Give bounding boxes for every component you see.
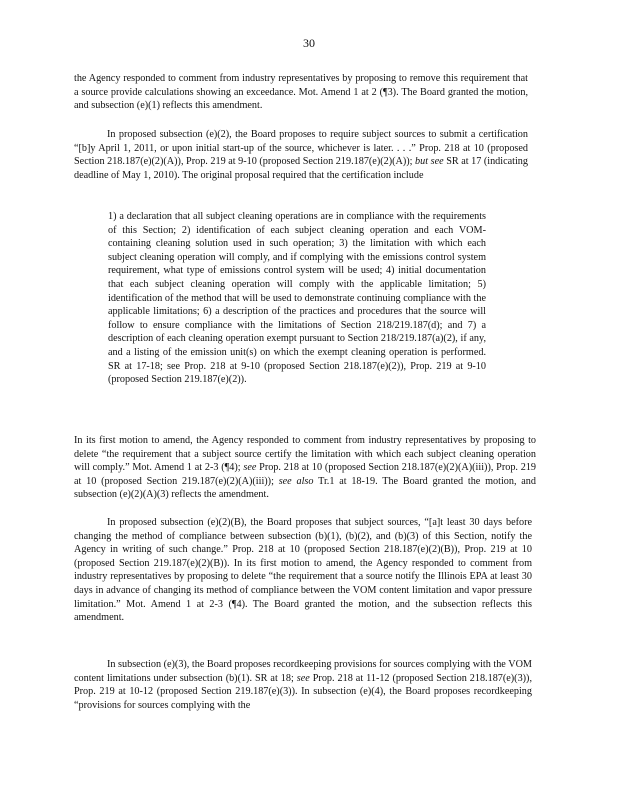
paragraph-5-text-a: In subsection (e)(3), the Board proposes recordkeeping provisions for sources complying with the VOM content limitations under subsection (b)(1). SR at 18; [74, 659, 532, 684]
paragraph-3 [74, 434, 536, 502]
paragraph-3-text-a: In its first motion to amend, the Agency responded to comment from industry representatives by proposing to delete “the requirement that a subject source certify the limitation with which each subject cleaning operation will comply.” Mot. Amend 1 at 2-3 (¶4); [74, 435, 536, 474]
paragraph-1: the Agency responded to comment from industry representatives by proposing to remove this requirement that a source provide calculations showing an exceedance. Mot. Amend 1 at 2 (¶3). The Board granted the motion, and subsection (e)(1) reflects this amendment. [74, 73, 528, 112]
page-number: 30 [303, 36, 315, 50]
paragraph-5-text-b: Prop. 218 at 11-12 (proposed Section 218.187(e)(3)), Prop. 219 at 10-12 (proposed Section 219.187(e)(3)). In subsection (e)(4), the Board proposes recordkeeping “provisions for sources complying with the [74, 672, 533, 711]
paragraph-3-see-also: see also [278, 475, 314, 487]
paragraph-3-text-c: Tr.1 at 18-19. The Board granted the motion, and subsection (e)(2)(A)(3) reflects the amendment. [74, 475, 536, 501]
paragraph-3-text-b: Prop. 218 at 10 (proposed Section 218.187(e)(2)(A)(iii)), Prop. 219 at 10 (proposed Section 219.187(e)(2)(A)(iii)); [74, 462, 537, 487]
paragraph-4: In proposed subsection (e)(2)(B), the Board proposes that subject sources, “[a]t least 30 days before changing the method of compliance between subsection (b)(1), (b)(2), and (b)(3) of this Section, notify the Agency in writing of such change.” Prop. 218 at 10 (proposed Section 218.187(e)(2)(B)), Prop. 219 at 10 (proposed Section 219.187(e)(2)(B)). In its first motion to amend, the Agency responded to comment from industry representatives by proposing to delete “the requirement that a source notify the Illinois EPA at least 30 days in advance of changing its method of compliance between the VOM content limitation and vapor pressure limitation.” Mot. Amend 1 at 2-3 (¶4). The Board granted the motion, and the subsection reflects this amendment. [74, 517, 532, 624]
paragraph-3-see: see [243, 462, 257, 474]
paragraph-2-text-a: In proposed subsection (e)(2), the Board proposes to require subject sources to submit a certification “[b]y April 1, 2011, or upon initial start-up of the source, whichever is later. . . .” Prop. 218 at 10 (proposed Section 218.187(e)(2)(A)), Prop. 219 at 9-10 (proposed Section 219.187(e)(2)(A)); [74, 129, 528, 168]
paragraph-2-but-see: but see [415, 156, 444, 168]
block-quote: 1) a declaration that all subject cleaning operations are in compliance with the requirements of this Section; 2) identification of each subject cleaning operation and each VOM-containing cleaning solution used in such operation; 3) the limitation with which each subject cleaning operation will comply, and if complying with the emissions control system requirement, what type of emissions control system will be used; 4) initial documentation that each subject cleaning operation will comply with the applicable limitation; 5) identification of the method that will be used to demonstrate continuing compliance with the applicable limitations; 6) a description of the practices and procedures that the source will follow to ensure compliance with the limitations of Section 218/219.187(d); and 7) a description of each cleaning operation exempt pursuant to Section 218/219.187(a)(2), if any, and a listing of the emission unit(s) on which the exempt cleaning operation is performed. SR at 17-18; see Prop. 218 at 9-10 (proposed Section 218.187(e)(2)), Prop. 219 at 9-10 (proposed Section 219.187(e)(2)). [108, 211, 486, 386]
paragraph-5-see: see [296, 672, 310, 684]
paragraph-5 [74, 658, 532, 712]
paragraph-2 [74, 128, 528, 182]
paragraph-2-text-b: SR at 17 (indicating deadline of May 1, 2010). The original proposal required that the certification include [74, 156, 528, 181]
